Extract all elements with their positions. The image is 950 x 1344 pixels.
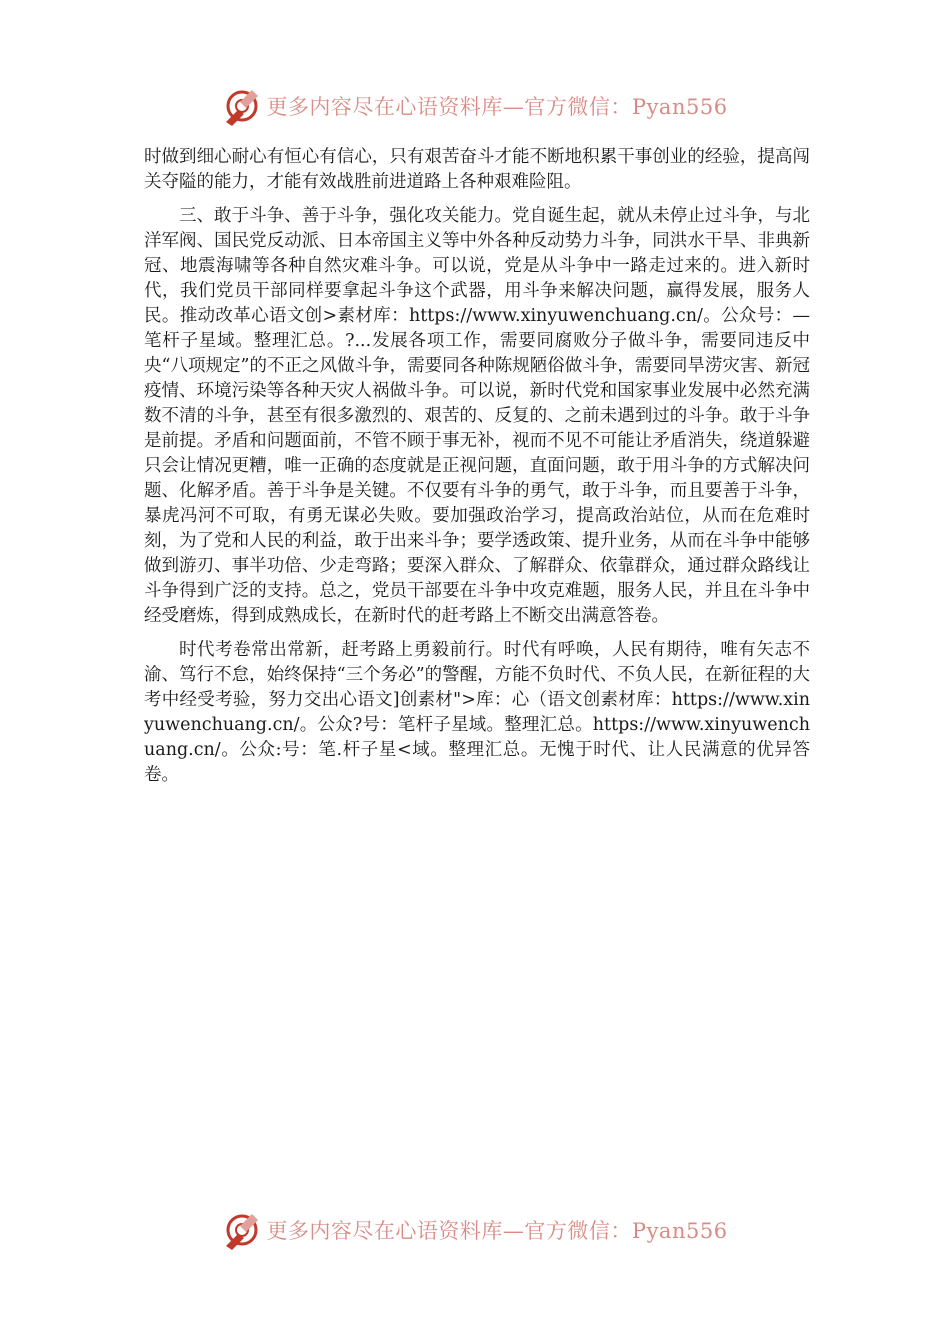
paragraph-2: 三、敢于斗争、善于斗争，强化攻关能力。党自诞生起，就从未停止过斗争，与北洋军阀、国民党反动派、日本帝国主义等中外各种反动势力斗争，同洪水干旱、非典新冠、地震海啸等各种自然灾难斗争。可以说，党是从斗争中一路走过来的。进入新时代，我们党员干部同样要拿起斗争这个武器，用斗争来解决问题，赢得发展，服务人民。推动改革心语文创>素材库：https://www.xinyuwenchuang.cn/。公众号：—笔杆子星域。整理汇总。?...发展各项工作，需要同腐败分子做斗争，需要同违反中央“八项规定”的不正之风做斗争，需要同各种陈规陋俗做斗争，需要同旱涝灾害、新冠疫情、环境污染等各种天灾人祸做斗争。可以说，新时代党和国家事业发展中必然充满数不清的斗争，甚至有很多激烈的、艰苦的、反复的、之前未遇到过的斗争。敢于斗争是前提。矛盾和问题面前，不管不顾于事无补，视而不见不可能让矛盾消失，绕道躲避只会让情况更糟，唯一正确的态度就是正视问题，直面问题，敢于用斗争的方式解决问题、化解矛盾。善于斗争是关键。不仅要有斗争的勇气，敢于斗争，而且要善于斗争，暴虎冯河不可取，有勇无谋必失败。要加强政治学习，提高政治站位，从而在危难时刻，为了党和人民的利益，敢于出来斗争；要学透政策、提升业务，从而在斗争中能够做到游刃、事半功倍、少走弯路；要深入群众、了解群众、依靠群众，通过群众路线让斗争得到广泛的支持。总之，党员干部要在斗争中攻克难题，服务人民，并且在斗争中经受磨炼，得到成熟成长，在新时代的赶考路上不断交出满意答卷。	[144, 206, 810, 626]
document-body	[144, 145, 810, 797]
footer-banner-text: 更多内容尽在心语资料库—官方微信：Pyan556	[266, 1219, 728, 1243]
header-banner-text: 更多内容尽在心语资料库—官方微信：Pyan556	[266, 95, 728, 119]
pen-nib-logo-icon	[222, 1210, 262, 1250]
pen-nib-logo-icon	[222, 86, 262, 126]
footer-banner	[0, 1208, 950, 1252]
paragraph-3: 时代考卷常出常新，赶考路上勇毅前行。时代有呼唤，人民有期待，唯有矢志不渝、笃行不怠，始终保持“三个务必”的警醒，方能不负时代、不负人民，在新征程的大考中经受考验，努力交出心语文]创素材">库：心（语文创素材库：https://www.xinyuwenchuang.cn/。公众?号：笔杆子星域。整理汇总。https://www.xinyuwenchuang.cn/。公众:号：笔.杆子星<域。整理汇总。无愧于时代、让人民满意的优异答卷。	[144, 640, 810, 785]
paragraph-1: 时做到细心耐心有恒心有信心，只有艰苦奋斗才能不断地积累干事创业的经验，提高闯关夺隘的能力，才能有效战胜前进道路上各种艰难险阻。	[144, 147, 810, 192]
header-banner	[0, 84, 950, 128]
